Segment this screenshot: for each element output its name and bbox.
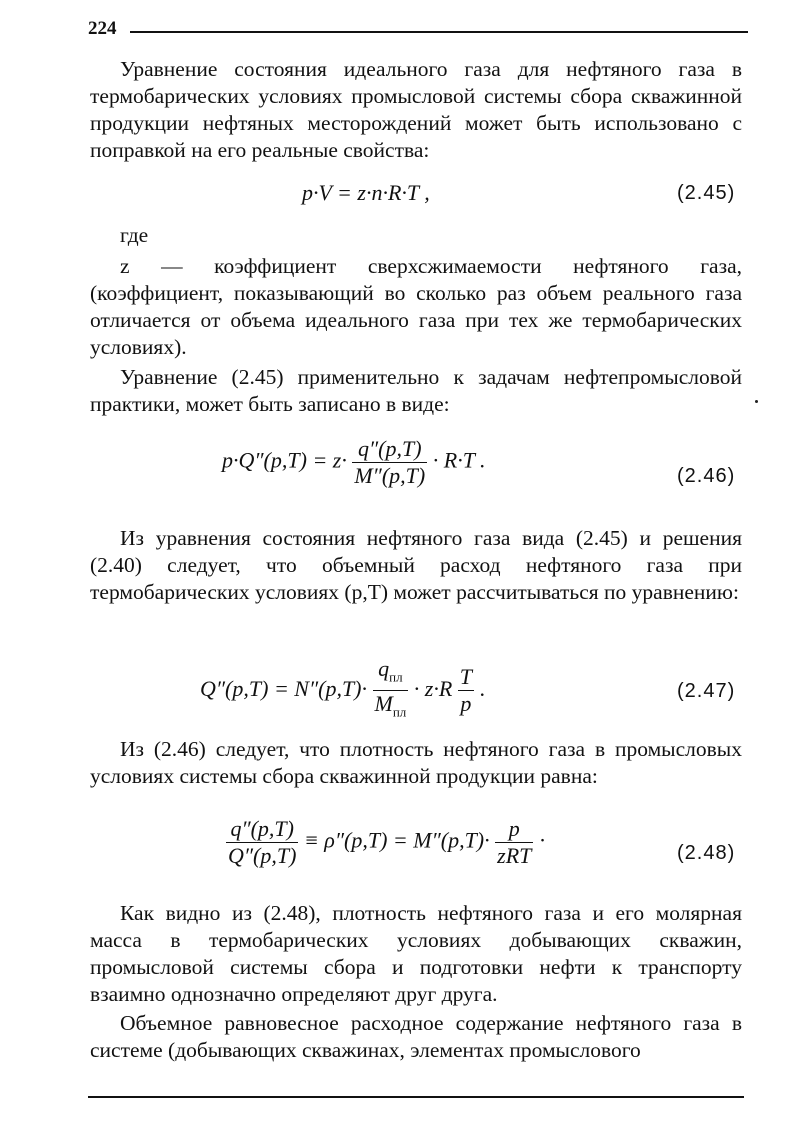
equation-2-45 [302, 180, 430, 206]
equation-2-46 [222, 436, 486, 489]
equation-2-45-number: (2.45) [677, 182, 736, 204]
footer-rule [88, 1096, 744, 1098]
page-header [88, 14, 748, 44]
equation-2-48-mid: ≡ ρ″(p,T) = M″(p,T)· [303, 827, 490, 853]
equation-2-47-num1: q [378, 656, 390, 681]
paragraph-where: где [120, 223, 149, 247]
equation-2-46-rhs: · R·T . [432, 447, 486, 473]
equation-2-47-num1-sub: пл [389, 669, 403, 685]
paragraph-volume-content: Объемное равновесное расходное содержание нефтяного газа в системе (добывающих скважинах, элементах промыслового [90, 1011, 742, 1062]
equation-2-48 [226, 816, 546, 869]
header-rule [130, 31, 748, 33]
paragraph-molar-mass: Как видно из (2.48), плотность нефтяного газа и его молярная масса в термобарических условиях добывающих скважин, промысловой системы сбора и подготовки нефти к транспорту взаимно однозначно определяют друг друга. [90, 901, 742, 1006]
equation-2-46-fraction [352, 436, 427, 489]
equation-2-46-numerator: q″(p,T) [352, 436, 427, 463]
equation-2-48-num2: p [495, 816, 533, 843]
paragraph-density: Из (2.46) следует, что плотность нефтяного газа в промысловых условиях системы сбора скважинной продукции равна: [90, 737, 742, 788]
equation-2-47-fraction-1 [373, 656, 409, 726]
paragraph-practice: Уравнение (2.45) применительно к задачам нефтепромысловой практики, может быть записано в виде: [90, 365, 742, 416]
equation-2-46-lhs: p·Q″(p,T) = z· [222, 447, 347, 473]
equation-2-46-number: (2.46) [677, 465, 736, 487]
equation-2-47-den1-sub: пл [392, 704, 407, 720]
equation-2-45-expression: p·V = z·n·R·T , [302, 180, 430, 205]
equation-2-47-number: (2.47) [677, 680, 736, 702]
equation-2-47 [200, 656, 485, 726]
equation-2-47-fraction-2 [458, 664, 474, 717]
equation-2-47-end: . [479, 675, 486, 701]
paragraph-ideal-gas-intro: Уравнение состояния идеального газа для нефтяного газа в термобарических условиях промысловой системы сбора скважинной продукции нефтяных месторождений может быть использовано с поправкой на его реальные свойства: [90, 57, 742, 162]
paragraph-z-definition: z — коэффициент сверхсжимаемости нефтяного газа, (коэффициент, показывающий во сколько раз объем реального газа отличается от объема идеального газа при тех же термобарических условиях). [90, 254, 742, 359]
equation-2-48-den2: zRT [497, 843, 532, 868]
equation-2-48-num1: q″(p,T) [226, 816, 298, 843]
equation-2-48-den1: Q″(p,T) [228, 843, 297, 868]
paragraph-volume-flow: Из уравнения состояния нефтяного газа вида (2.45) и решения (2.40) следует, что объемный расход нефтяного газа при термобарических условиях (p,T) может рассчитываться по уравнению: [90, 526, 742, 604]
equation-2-46-denominator: M″(p,T) [354, 463, 426, 488]
equation-2-48-fraction-1 [226, 816, 298, 869]
stray-mark [755, 400, 758, 403]
equation-2-48-fraction-2 [495, 816, 533, 869]
equation-2-47-num2: T [459, 664, 473, 690]
equation-2-47-den2: p [460, 691, 472, 717]
equation-2-47-den1: M [374, 691, 393, 717]
equation-2-48-number: (2.48) [677, 842, 736, 864]
page-number: 224 [88, 18, 117, 39]
equation-2-47-lhs: Q″(p,T) = N″(p,T)· [200, 675, 368, 701]
equation-2-48-end: · [538, 827, 547, 853]
equation-2-47-mid: · z·R [413, 675, 453, 701]
